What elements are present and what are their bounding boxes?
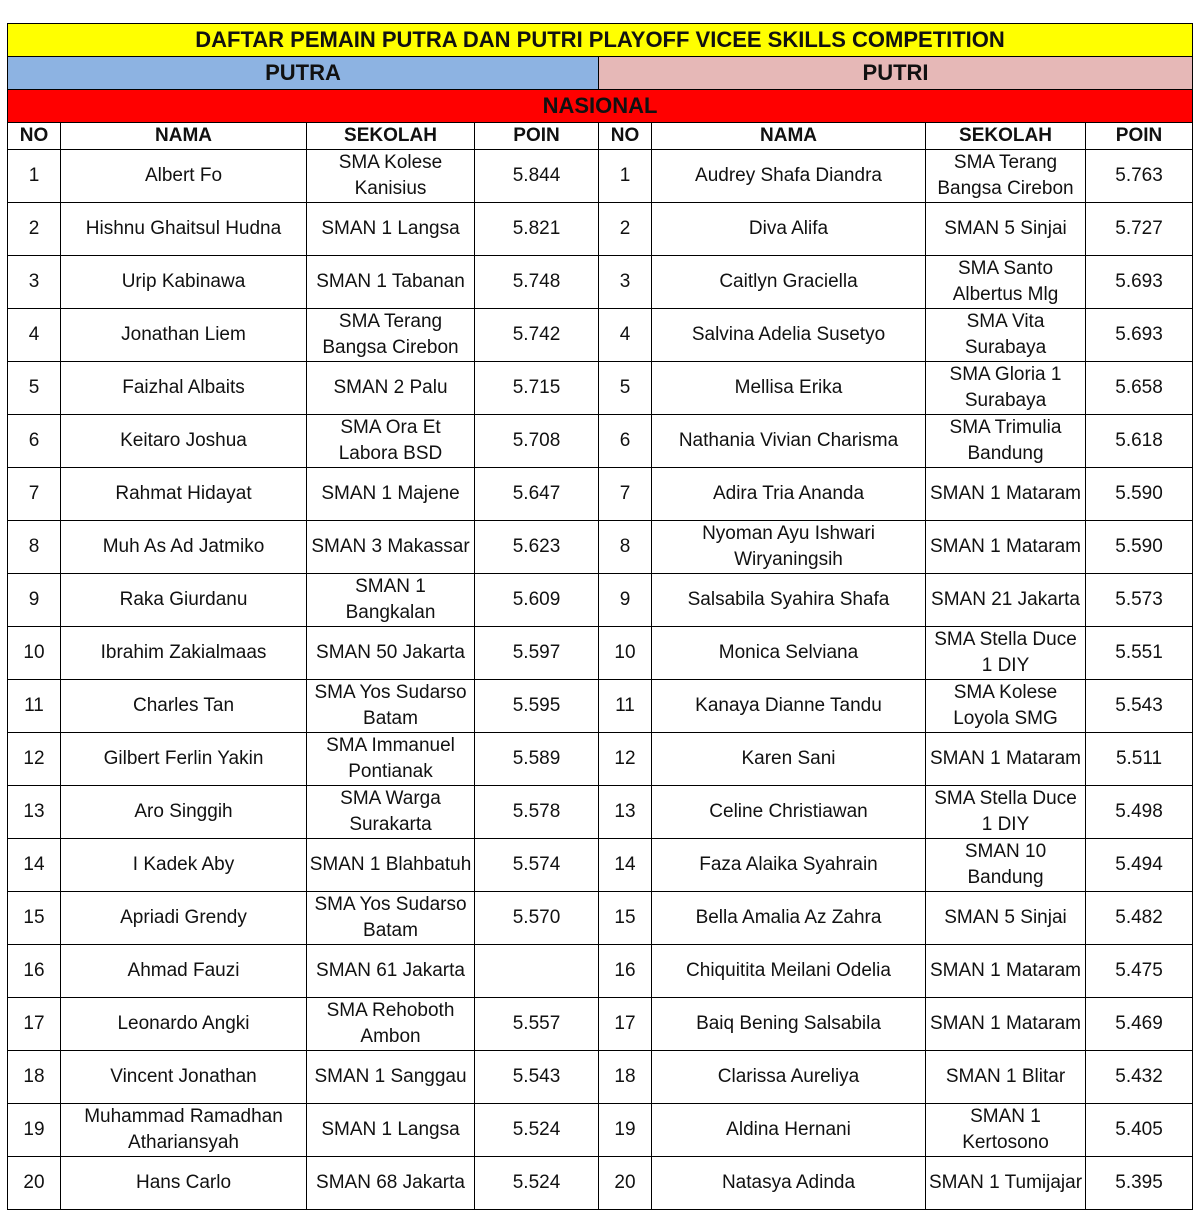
putri-sekolah-cell: SMAN 10 Bandung [926, 839, 1086, 892]
putri-no-cell: 9 [599, 574, 652, 627]
putra-sekolah-cell: SMAN 1 Bangkalan [307, 574, 475, 627]
putri-no-cell: 11 [599, 680, 652, 733]
putri-nama-cell: Audrey Shafa Diandra [652, 150, 926, 203]
putri-sekolah-cell: SMAN 1 Blitar [926, 1051, 1086, 1104]
putra-col-nama: NAMA [61, 123, 307, 150]
putra-no-cell: 9 [8, 574, 61, 627]
putra-poin-cell: 5.742 [475, 309, 599, 362]
player-table [7, 23, 1193, 1210]
putra-no-cell: 12 [8, 733, 61, 786]
player-list-sheet [7, 23, 1192, 1210]
putri-sekolah-cell: SMAN 5 Sinjai [926, 203, 1086, 256]
table-row [8, 786, 1193, 839]
table-row [8, 521, 1193, 574]
putra-poin-cell: 5.578 [475, 786, 599, 839]
putra-no-cell: 17 [8, 998, 61, 1051]
putra-sekolah-cell: SMAN 1 Langsa [307, 1104, 475, 1157]
putri-no-cell: 1 [599, 150, 652, 203]
putra-no-cell: 6 [8, 415, 61, 468]
putri-poin-cell: 5.511 [1086, 733, 1193, 786]
putra-no-cell: 20 [8, 1157, 61, 1210]
putra-sekolah-cell: SMAN 61 Jakarta [307, 945, 475, 998]
putri-nama-cell: Celine Christiawan [652, 786, 926, 839]
putri-nama-cell: Aldina Hernani [652, 1104, 926, 1157]
table-row [8, 256, 1193, 309]
putri-no-cell: 15 [599, 892, 652, 945]
putra-sekolah-cell: SMA Yos Sudarso Batam [307, 680, 475, 733]
putra-no-cell: 7 [8, 468, 61, 521]
putra-poin-cell: 5.821 [475, 203, 599, 256]
putri-nama-cell: Clarissa Aureliya [652, 1051, 926, 1104]
page-title: DAFTAR PEMAIN PUTRA DAN PUTRI PLAYOFF VICEE SKILLS COMPETITION [8, 24, 1193, 57]
putra-nama-cell: Albert Fo [61, 150, 307, 203]
table-row [8, 680, 1193, 733]
table-row [8, 1104, 1193, 1157]
table-row [8, 415, 1193, 468]
nasional-banner: NASIONAL [8, 90, 1193, 123]
putri-poin-cell: 5.573 [1086, 574, 1193, 627]
putra-nama-cell: Charles Tan [61, 680, 307, 733]
putra-nama-cell: Aro Singgih [61, 786, 307, 839]
putra-poin-cell: 5.647 [475, 468, 599, 521]
putri-nama-cell: Baiq Bening Salsabila [652, 998, 926, 1051]
putra-no-cell: 19 [8, 1104, 61, 1157]
putra-nama-cell: Leonardo Angki [61, 998, 307, 1051]
table-row [8, 892, 1193, 945]
putri-poin-cell: 5.693 [1086, 256, 1193, 309]
putra-nama-cell: Vincent Jonathan [61, 1051, 307, 1104]
putra-sekolah-cell: SMA Warga Surakarta [307, 786, 475, 839]
putri-poin-cell: 5.693 [1086, 309, 1193, 362]
putri-no-cell: 14 [599, 839, 652, 892]
putra-nama-cell: Ibrahim Zakialmaas [61, 627, 307, 680]
putri-nama-cell: Faza Alaika Syahrain [652, 839, 926, 892]
putri-no-cell: 16 [599, 945, 652, 998]
putri-no-cell: 5 [599, 362, 652, 415]
table-row [8, 839, 1193, 892]
putra-nama-cell: Urip Kabinawa [61, 256, 307, 309]
putri-no-cell: 3 [599, 256, 652, 309]
putri-sekolah-cell: SMAN 1 Mataram [926, 521, 1086, 574]
putra-nama-cell: Ahmad Fauzi [61, 945, 307, 998]
putri-nama-cell: Salvina Adelia Susetyo [652, 309, 926, 362]
putra-nama-cell: Muhammad Ramadhan Athariansyah [61, 1104, 307, 1157]
putra-sekolah-cell: SMAN 1 Langsa [307, 203, 475, 256]
putra-nama-cell: I Kadek Aby [61, 839, 307, 892]
putra-poin-cell [475, 945, 599, 998]
putra-col-sekolah: SEKOLAH [307, 123, 475, 150]
putra-poin-cell: 5.595 [475, 680, 599, 733]
putra-poin-cell: 5.543 [475, 1051, 599, 1104]
putra-no-cell: 11 [8, 680, 61, 733]
putra-sekolah-cell: SMAN 50 Jakarta [307, 627, 475, 680]
putra-sekolah-cell: SMA Ora Et Labora BSD [307, 415, 475, 468]
putra-nama-cell: Hishnu Ghaitsul Hudna [61, 203, 307, 256]
putri-no-cell: 18 [599, 1051, 652, 1104]
putri-sekolah-cell: SMA Gloria 1 Surabaya [926, 362, 1086, 415]
putra-nama-cell: Faizhal Albaits [61, 362, 307, 415]
putri-nama-cell: Karen Sani [652, 733, 926, 786]
putri-poin-cell: 5.405 [1086, 1104, 1193, 1157]
putra-nama-cell: Jonathan Liem [61, 309, 307, 362]
putra-poin-cell: 5.708 [475, 415, 599, 468]
putra-poin-cell: 5.844 [475, 150, 599, 203]
putri-nama-cell: Bella Amalia Az Zahra [652, 892, 926, 945]
putri-poin-cell: 5.469 [1086, 998, 1193, 1051]
putri-sekolah-cell: SMA Stella Duce 1 DIY [926, 786, 1086, 839]
putri-nama-cell: Natasya Adinda [652, 1157, 926, 1210]
table-row [8, 733, 1193, 786]
table-row [8, 998, 1193, 1051]
putri-sekolah-cell: SMAN 1 Kertosono [926, 1104, 1086, 1157]
putra-sekolah-cell: SMAN 68 Jakarta [307, 1157, 475, 1210]
putra-nama-cell: Muh As Ad Jatmiko [61, 521, 307, 574]
putra-no-cell: 8 [8, 521, 61, 574]
putra-sekolah-cell: SMA Yos Sudarso Batam [307, 892, 475, 945]
putra-nama-cell: Raka Giurdanu [61, 574, 307, 627]
putri-nama-cell: Chiquitita Meilani Odelia [652, 945, 926, 998]
putra-sekolah-cell: SMAN 1 Tabanan [307, 256, 475, 309]
putri-no-cell: 19 [599, 1104, 652, 1157]
putra-poin-cell: 5.748 [475, 256, 599, 309]
putra-poin-cell: 5.524 [475, 1157, 599, 1210]
putri-nama-cell: Monica Selviana [652, 627, 926, 680]
putra-poin-cell: 5.623 [475, 521, 599, 574]
table-row [8, 1051, 1193, 1104]
putra-poin-cell: 5.597 [475, 627, 599, 680]
putri-no-cell: 13 [599, 786, 652, 839]
putra-sekolah-cell: SMA Rehoboth Ambon [307, 998, 475, 1051]
putri-no-cell: 4 [599, 309, 652, 362]
putri-poin-cell: 5.551 [1086, 627, 1193, 680]
putra-poin-cell: 5.589 [475, 733, 599, 786]
putri-sekolah-cell: SMA Vita Surabaya [926, 309, 1086, 362]
putri-section-header: PUTRI [599, 57, 1193, 90]
putri-no-cell: 8 [599, 521, 652, 574]
putri-col-poin: POIN [1086, 123, 1193, 150]
putra-poin-cell: 5.570 [475, 892, 599, 945]
putra-sekolah-cell: SMA Immanuel Pontianak [307, 733, 475, 786]
putra-no-cell: 4 [8, 309, 61, 362]
putri-nama-cell: Nathania Vivian Charisma [652, 415, 926, 468]
putra-col-no: NO [8, 123, 61, 150]
putra-no-cell: 5 [8, 362, 61, 415]
putra-no-cell: 15 [8, 892, 61, 945]
putri-poin-cell: 5.395 [1086, 1157, 1193, 1210]
putri-no-cell: 6 [599, 415, 652, 468]
table-row [8, 203, 1193, 256]
putri-nama-cell: Mellisa Erika [652, 362, 926, 415]
putri-poin-cell: 5.498 [1086, 786, 1193, 839]
putra-poin-cell: 5.715 [475, 362, 599, 415]
putri-sekolah-cell: SMAN 1 Mataram [926, 468, 1086, 521]
putri-col-nama: NAMA [652, 123, 926, 150]
putri-col-sekolah: SEKOLAH [926, 123, 1086, 150]
putri-nama-cell: Caitlyn Graciella [652, 256, 926, 309]
putra-no-cell: 18 [8, 1051, 61, 1104]
putri-poin-cell: 5.494 [1086, 839, 1193, 892]
putri-poin-cell: 5.618 [1086, 415, 1193, 468]
putri-sekolah-cell: SMAN 1 Mataram [926, 998, 1086, 1051]
table-row [8, 574, 1193, 627]
putri-poin-cell: 5.482 [1086, 892, 1193, 945]
table-row [8, 362, 1193, 415]
putra-no-cell: 16 [8, 945, 61, 998]
putra-no-cell: 1 [8, 150, 61, 203]
putra-poin-cell: 5.524 [475, 1104, 599, 1157]
putri-sekolah-cell: SMA Santo Albertus Mlg [926, 256, 1086, 309]
putri-sekolah-cell: SMA Terang Bangsa Cirebon [926, 150, 1086, 203]
putri-nama-cell: Adira Tria Ananda [652, 468, 926, 521]
putri-nama-cell: Diva Alifa [652, 203, 926, 256]
table-row [8, 945, 1193, 998]
table-row [8, 309, 1193, 362]
putra-poin-cell: 5.609 [475, 574, 599, 627]
putri-sekolah-cell: SMAN 1 Mataram [926, 945, 1086, 998]
putra-sekolah-cell: SMAN 2 Palu [307, 362, 475, 415]
putra-no-cell: 14 [8, 839, 61, 892]
putri-no-cell: 20 [599, 1157, 652, 1210]
putri-no-cell: 17 [599, 998, 652, 1051]
putri-sekolah-cell: SMA Trimulia Bandung [926, 415, 1086, 468]
putri-poin-cell: 5.432 [1086, 1051, 1193, 1104]
putri-col-no: NO [599, 123, 652, 150]
putri-no-cell: 10 [599, 627, 652, 680]
putra-nama-cell: Keitaro Joshua [61, 415, 307, 468]
putri-poin-cell: 5.658 [1086, 362, 1193, 415]
putra-sekolah-cell: SMA Terang Bangsa Cirebon [307, 309, 475, 362]
putri-poin-cell: 5.727 [1086, 203, 1193, 256]
table-row [8, 468, 1193, 521]
putri-poin-cell: 5.763 [1086, 150, 1193, 203]
putra-no-cell: 10 [8, 627, 61, 680]
putri-nama-cell: Kanaya Dianne Tandu [652, 680, 926, 733]
putra-no-cell: 13 [8, 786, 61, 839]
putra-sekolah-cell: SMAN 3 Makassar [307, 521, 475, 574]
putri-no-cell: 12 [599, 733, 652, 786]
putra-poin-cell: 5.557 [475, 998, 599, 1051]
putri-no-cell: 7 [599, 468, 652, 521]
putra-sekolah-cell: SMAN 1 Blahbatuh [307, 839, 475, 892]
table-row [8, 1157, 1193, 1210]
putra-nama-cell: Rahmat Hidayat [61, 468, 307, 521]
putri-nama-cell: Salsabila Syahira Shafa [652, 574, 926, 627]
putri-poin-cell: 5.590 [1086, 468, 1193, 521]
putra-sekolah-cell: SMA Kolese Kanisius [307, 150, 475, 203]
putri-sekolah-cell: SMAN 1 Tumijajar [926, 1157, 1086, 1210]
putri-no-cell: 2 [599, 203, 652, 256]
putra-col-poin: POIN [475, 123, 599, 150]
putra-sekolah-cell: SMAN 1 Sanggau [307, 1051, 475, 1104]
table-row [8, 150, 1193, 203]
putri-poin-cell: 5.475 [1086, 945, 1193, 998]
putra-nama-cell: Hans Carlo [61, 1157, 307, 1210]
putri-poin-cell: 5.590 [1086, 521, 1193, 574]
putri-sekolah-cell: SMAN 5 Sinjai [926, 892, 1086, 945]
table-body [8, 150, 1193, 1210]
putri-sekolah-cell: SMA Kolese Loyola SMG [926, 680, 1086, 733]
putra-no-cell: 3 [8, 256, 61, 309]
putra-poin-cell: 5.574 [475, 839, 599, 892]
table-row [8, 627, 1193, 680]
putri-sekolah-cell: SMAN 21 Jakarta [926, 574, 1086, 627]
putri-sekolah-cell: SMAN 1 Mataram [926, 733, 1086, 786]
putra-section-header: PUTRA [8, 57, 599, 90]
putra-nama-cell: Gilbert Ferlin Yakin [61, 733, 307, 786]
putri-nama-cell: Nyoman Ayu Ishwari Wiryaningsih [652, 521, 926, 574]
putra-no-cell: 2 [8, 203, 61, 256]
putri-sekolah-cell: SMA Stella Duce 1 DIY [926, 627, 1086, 680]
putri-poin-cell: 5.543 [1086, 680, 1193, 733]
putra-sekolah-cell: SMAN 1 Majene [307, 468, 475, 521]
putra-nama-cell: Apriadi Grendy [61, 892, 307, 945]
